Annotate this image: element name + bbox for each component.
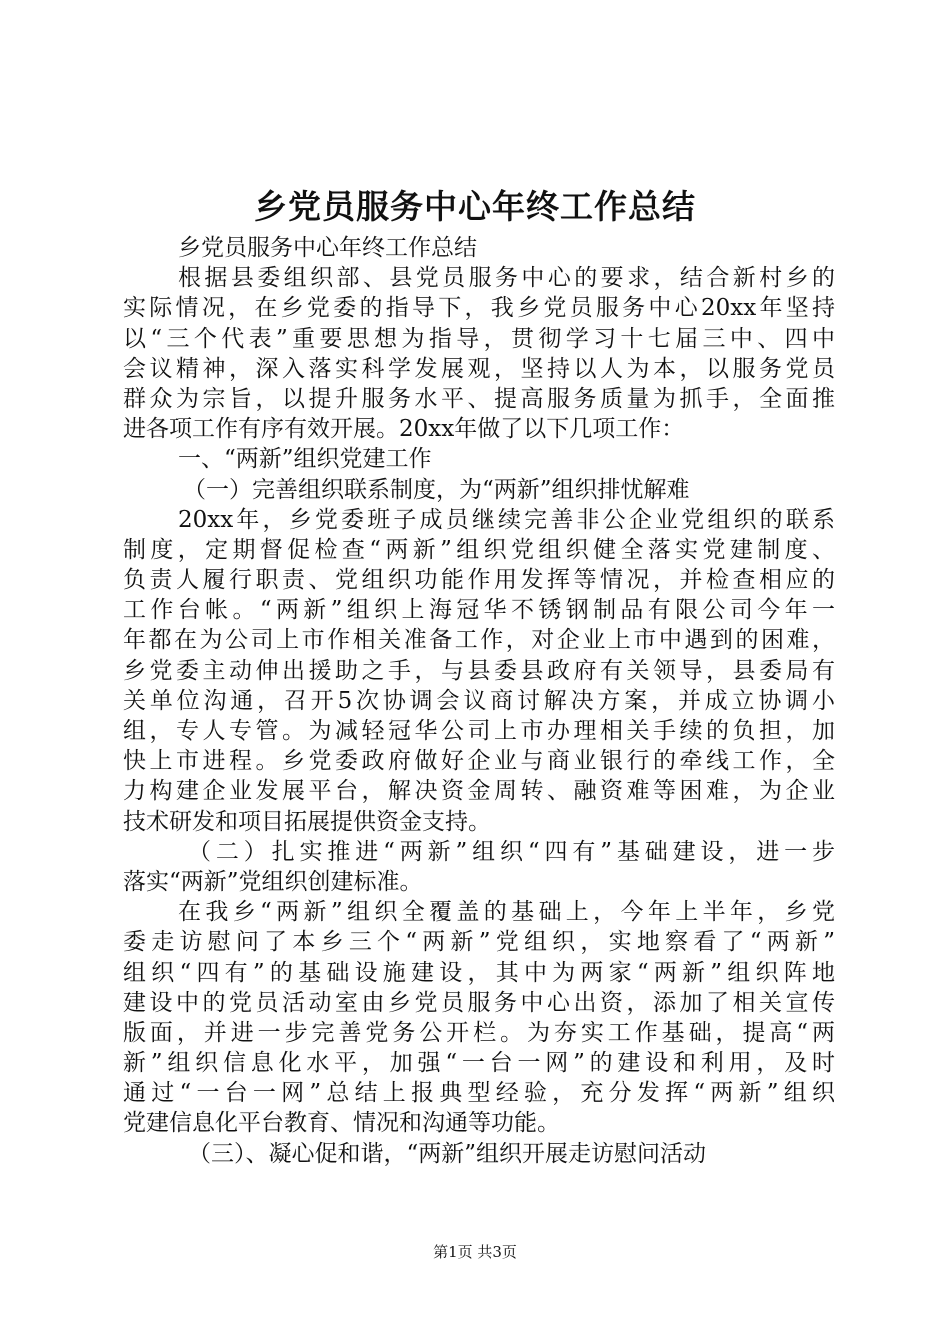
body-line: 关单位沟通，召开5次协调会议商讨解决方案，并成立协调小 [123,687,835,714]
subsection-heading: （三）、凝心促和谐，“两新”组织开展走访慰问活动 [188,1140,707,1167]
body-line: 乡党员服务中心年终工作总结 [178,235,477,261]
body-line: 负责人履行职责、党组织功能作用发挥等情况，并检查相应的 [123,567,835,594]
body-line: 进各项工作有序有效开展。20xx年做了以下几项工作： [123,416,685,443]
section-heading: 一、“两新”组织党建工作 [178,446,432,473]
body-line: 建设中的党员活动室由乡党员服务中心出资，添加了相关宣传 [123,989,835,1016]
body-line: 在我乡“两新”组织全覆盖的基础上，今年上半年，乡党 [178,899,835,926]
body-line: 20xx年，乡党委班子成员继续完善非公企业党组织的联系 [178,506,835,533]
body-line: 组织“四有”的基础设施建设，其中为两家“两新”组织阵地 [123,959,835,986]
document-body [123,233,835,1169]
body-line: 乡党委主动伸出援助之手，与县委县政府有关领导，县委局有 [123,657,835,684]
body-line: 以“三个代表”重要思想为指导，贯彻学习十七届三中、四中 [123,325,835,352]
document-title: 乡党员服务中心年终工作总结 [254,187,696,226]
body-line: 委走访慰问了本乡三个“两新”党组织，实地察看了“两新” [123,929,835,956]
body-line: 组，专人专管。为减轻冠华公司上市办理相关手续的负担，加 [123,718,835,744]
body-line: 群众为宗旨，以提升服务水平、提高服务质量为抓手，全面推 [123,385,835,412]
body-line: 版面，并进一步完善党务公开栏。为夯实工作基础，提高“两 [123,1019,835,1046]
body-line: 工作台帐。“两新”组织上海冠华不锈钢制品有限公司今年一 [123,597,835,624]
body-line: 年都在为公司上市作相关准备工作，对企业上市中遇到的困难， [123,627,835,654]
body-line: 通过“一台一网”总结上报典型经验，充分发挥“两新”组织 [123,1080,835,1107]
subsection-heading-continued: 落实“两新”党组织创建标准。 [123,868,423,895]
body-line: 力构建企业发展平台，解决资金周转、融资难等困难，为企业 [123,778,835,805]
body-line: 会议精神，深入落实科学发展观，坚持以人为本，以服务党员 [123,355,835,382]
body-line: 技术研发和项目拓展提供资金支持。 [123,808,491,835]
body-line: 党建信息化平台教育、情况和沟通等功能。 [123,1110,560,1137]
body-line: 实际情况，在乡党委的指导下，我乡党员服务中心20xx年坚持 [123,295,835,322]
body-line: 新”组织信息化水平，加强“一台一网”的建设和利用，及时 [123,1050,835,1077]
subsection-heading: （一）完善组织联系制度，为“两新”组织排忧解难 [183,476,690,503]
body-line: 制度，定期督促检查“两新”组织党组织健全落实党建制度、 [123,536,835,563]
body-line: 根据县委组织部、县党员服务中心的要求，结合新村乡的 [178,265,835,292]
body-line: 快上市进程。乡党委政府做好企业与商业银行的牵线工作，全 [123,748,835,775]
page-footer: 第1页 共3页 [433,1243,517,1261]
subsection-heading: （二）扎实推进“两新”组织“四有”基础建设，进一步 [188,838,835,865]
